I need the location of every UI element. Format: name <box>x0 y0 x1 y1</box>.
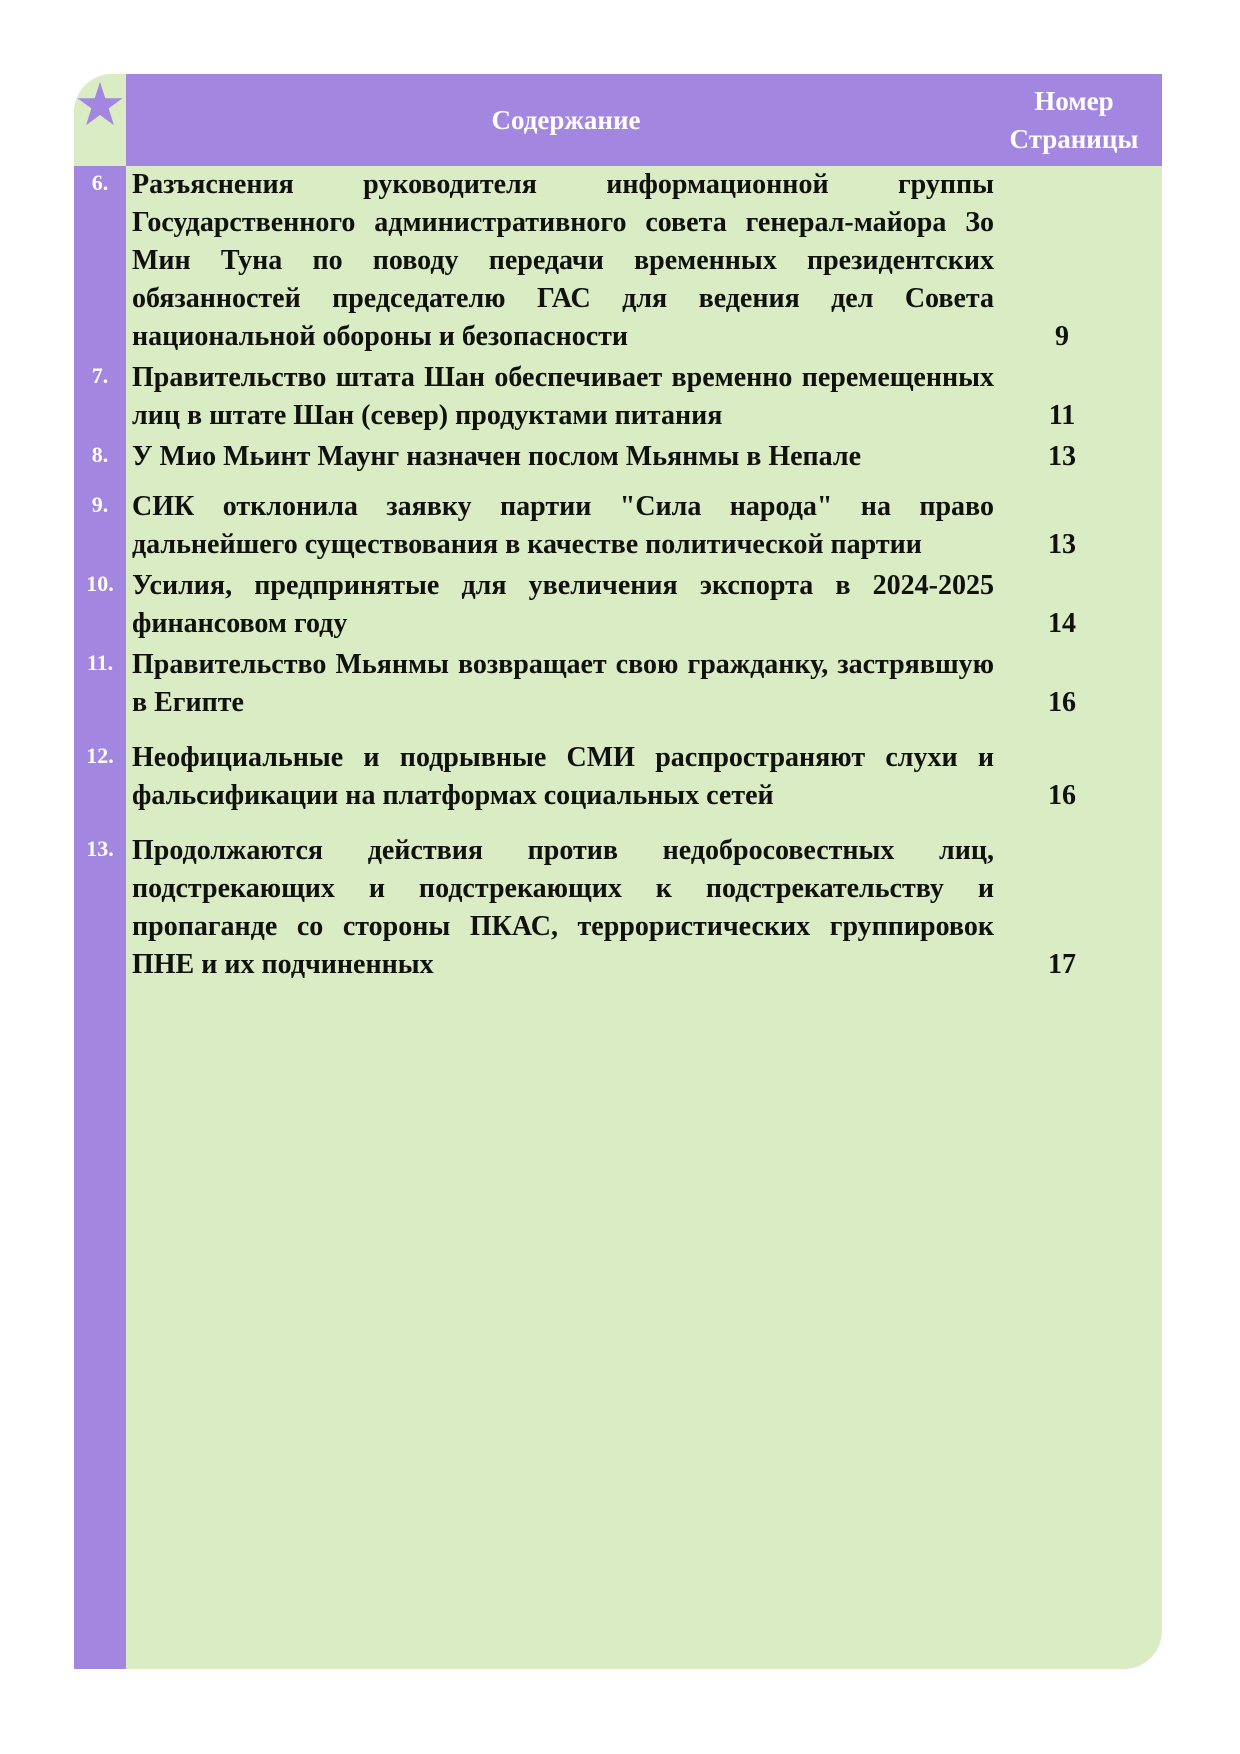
entry-title: Правительство Мьянмы возвращает свою гражданку, застрявшую в Египте <box>132 649 994 718</box>
entry-number: 13. <box>86 836 114 861</box>
entry-page-number: 13 <box>1048 441 1076 472</box>
contents-panel <box>74 74 1162 1669</box>
entry-number: 11. <box>86 650 114 675</box>
page-number-heading-line2: Страницы <box>1009 124 1139 154</box>
entry-number: 9. <box>91 492 109 517</box>
entry-title: Усилия, предпринятые для увеличения экспорта в 2024-2025 финансовом году <box>132 570 994 639</box>
entry-title: У Мио Мьинт Маунг назначен послом Мьянмы в Непале <box>132 441 862 472</box>
entry-number: 6. <box>91 170 109 195</box>
page-number-heading <box>994 82 1154 158</box>
entry-number: 8. <box>91 442 109 467</box>
contents-entry[interactable] <box>74 166 1162 356</box>
contents-entry[interactable] <box>74 488 1162 564</box>
contents-list <box>74 166 1162 984</box>
contents-entry[interactable] <box>74 438 1162 476</box>
entry-page-number: 11 <box>1048 400 1076 431</box>
entry-title: Продолжаются действия против недобросовестных лиц, подстрекающих и подстрекающих к подстрекательству и пропаганде со стороны ПКАС, террористических группировок ПНЕ и их подчиненных <box>132 835 994 980</box>
entry-number: 12. <box>86 743 114 768</box>
entry-page-number: 13 <box>1048 529 1076 560</box>
contents-entry[interactable] <box>74 832 1162 984</box>
page-number-heading-line1: Номер <box>1034 86 1114 116</box>
entry-title: СИК отклонила заявку партии "Сила народа" на право дальнейшего существования в качестве политической партии <box>132 491 994 560</box>
contents-entry[interactable] <box>74 567 1162 643</box>
contents-title: Содержание <box>491 104 641 135</box>
entry-page-number: 9 <box>1055 321 1069 352</box>
contents-entry[interactable] <box>74 359 1162 435</box>
contents-entry[interactable] <box>74 739 1162 815</box>
entry-page-number: 14 <box>1048 608 1076 639</box>
entry-title: Разъяснения руководителя информационной группы Государственного административного совета генерал-майора Зо Мин Туна по поводу передачи временных президентских обязанностей председателю ГАС для ведения дел Совета национальной обороны и безопасности <box>132 169 994 352</box>
entry-number: 7. <box>91 363 109 388</box>
contents-header <box>126 74 1162 166</box>
entry-page-number: 17 <box>1048 949 1076 980</box>
contents-entry[interactable] <box>74 646 1162 722</box>
entry-title: Правительство штата Шан обеспечивает временно перемещенных лиц в штате Шан (север) продуктами питания <box>132 362 994 431</box>
entry-number: 10. <box>86 571 114 596</box>
entry-page-number: 16 <box>1048 687 1076 718</box>
entry-page-number: 16 <box>1048 780 1076 811</box>
entry-title: Неофициальные и подрывные СМИ распространяют слухи и фальсификации на платформах социальных сетей <box>132 742 994 811</box>
star-icon <box>76 80 124 128</box>
